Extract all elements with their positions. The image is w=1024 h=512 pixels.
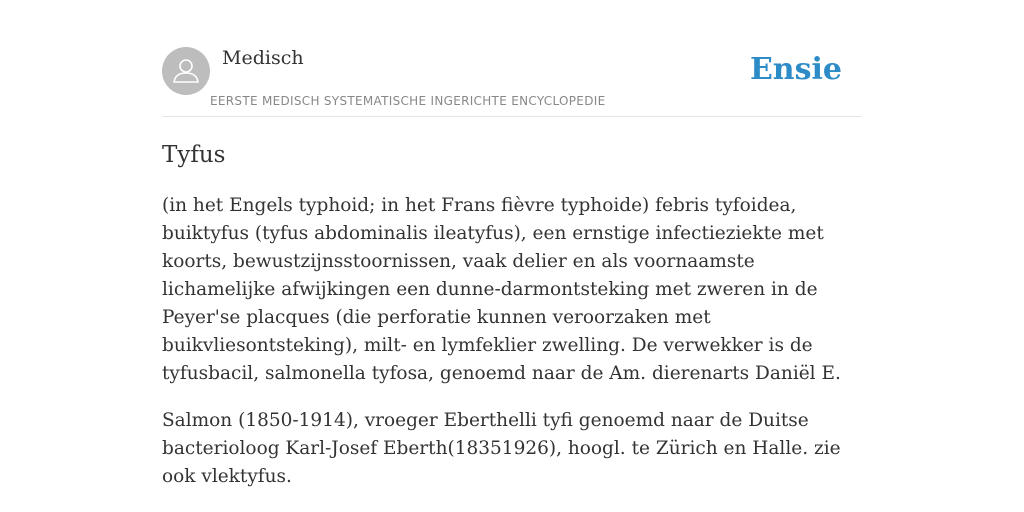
brand-logo[interactable]: Ensie (749, 52, 842, 87)
source-subtitle: EERSTE MEDISCH SYSTEMATISCHE INGERICHTE ENCYCLOPEDIE (210, 94, 606, 108)
article-paragraph: Salmon (1850-1914), vroeger Eberthelli tyfi genoemd naar de Duitse bacterioloog Karl-Josef Eberth(18351926), hoogl. te Zürich en Halle. zie ook vlektyfus. (162, 410, 841, 487)
header (162, 46, 862, 117)
source-name[interactable]: Medisch (222, 47, 304, 69)
user-silhouette-icon[interactable] (162, 47, 210, 95)
article-title: Tyfus (162, 142, 226, 168)
article-paragraph: (in het Engels typhoid; in het Frans fièvre typhoide) febris tyfoidea, buiktyfus (tyfus abdominalis ileatyfus), een ernstige infectieziekte met koorts, bewustzijnsstoornissen, vaak delier en als voornaamste lichamelijke afwijkingen een dunne-darmontsteking met zweren in de Peyer'se placques (die perforatie kunnen veroorzaken met buikvliesontsteking), milt- en lymfeklier zwelling. De verwekker is de tyfusbacil, salmonella tyfosa, genoemd naar de Am. dierenarts Daniël E. (162, 195, 841, 384)
article-body (162, 192, 862, 510)
